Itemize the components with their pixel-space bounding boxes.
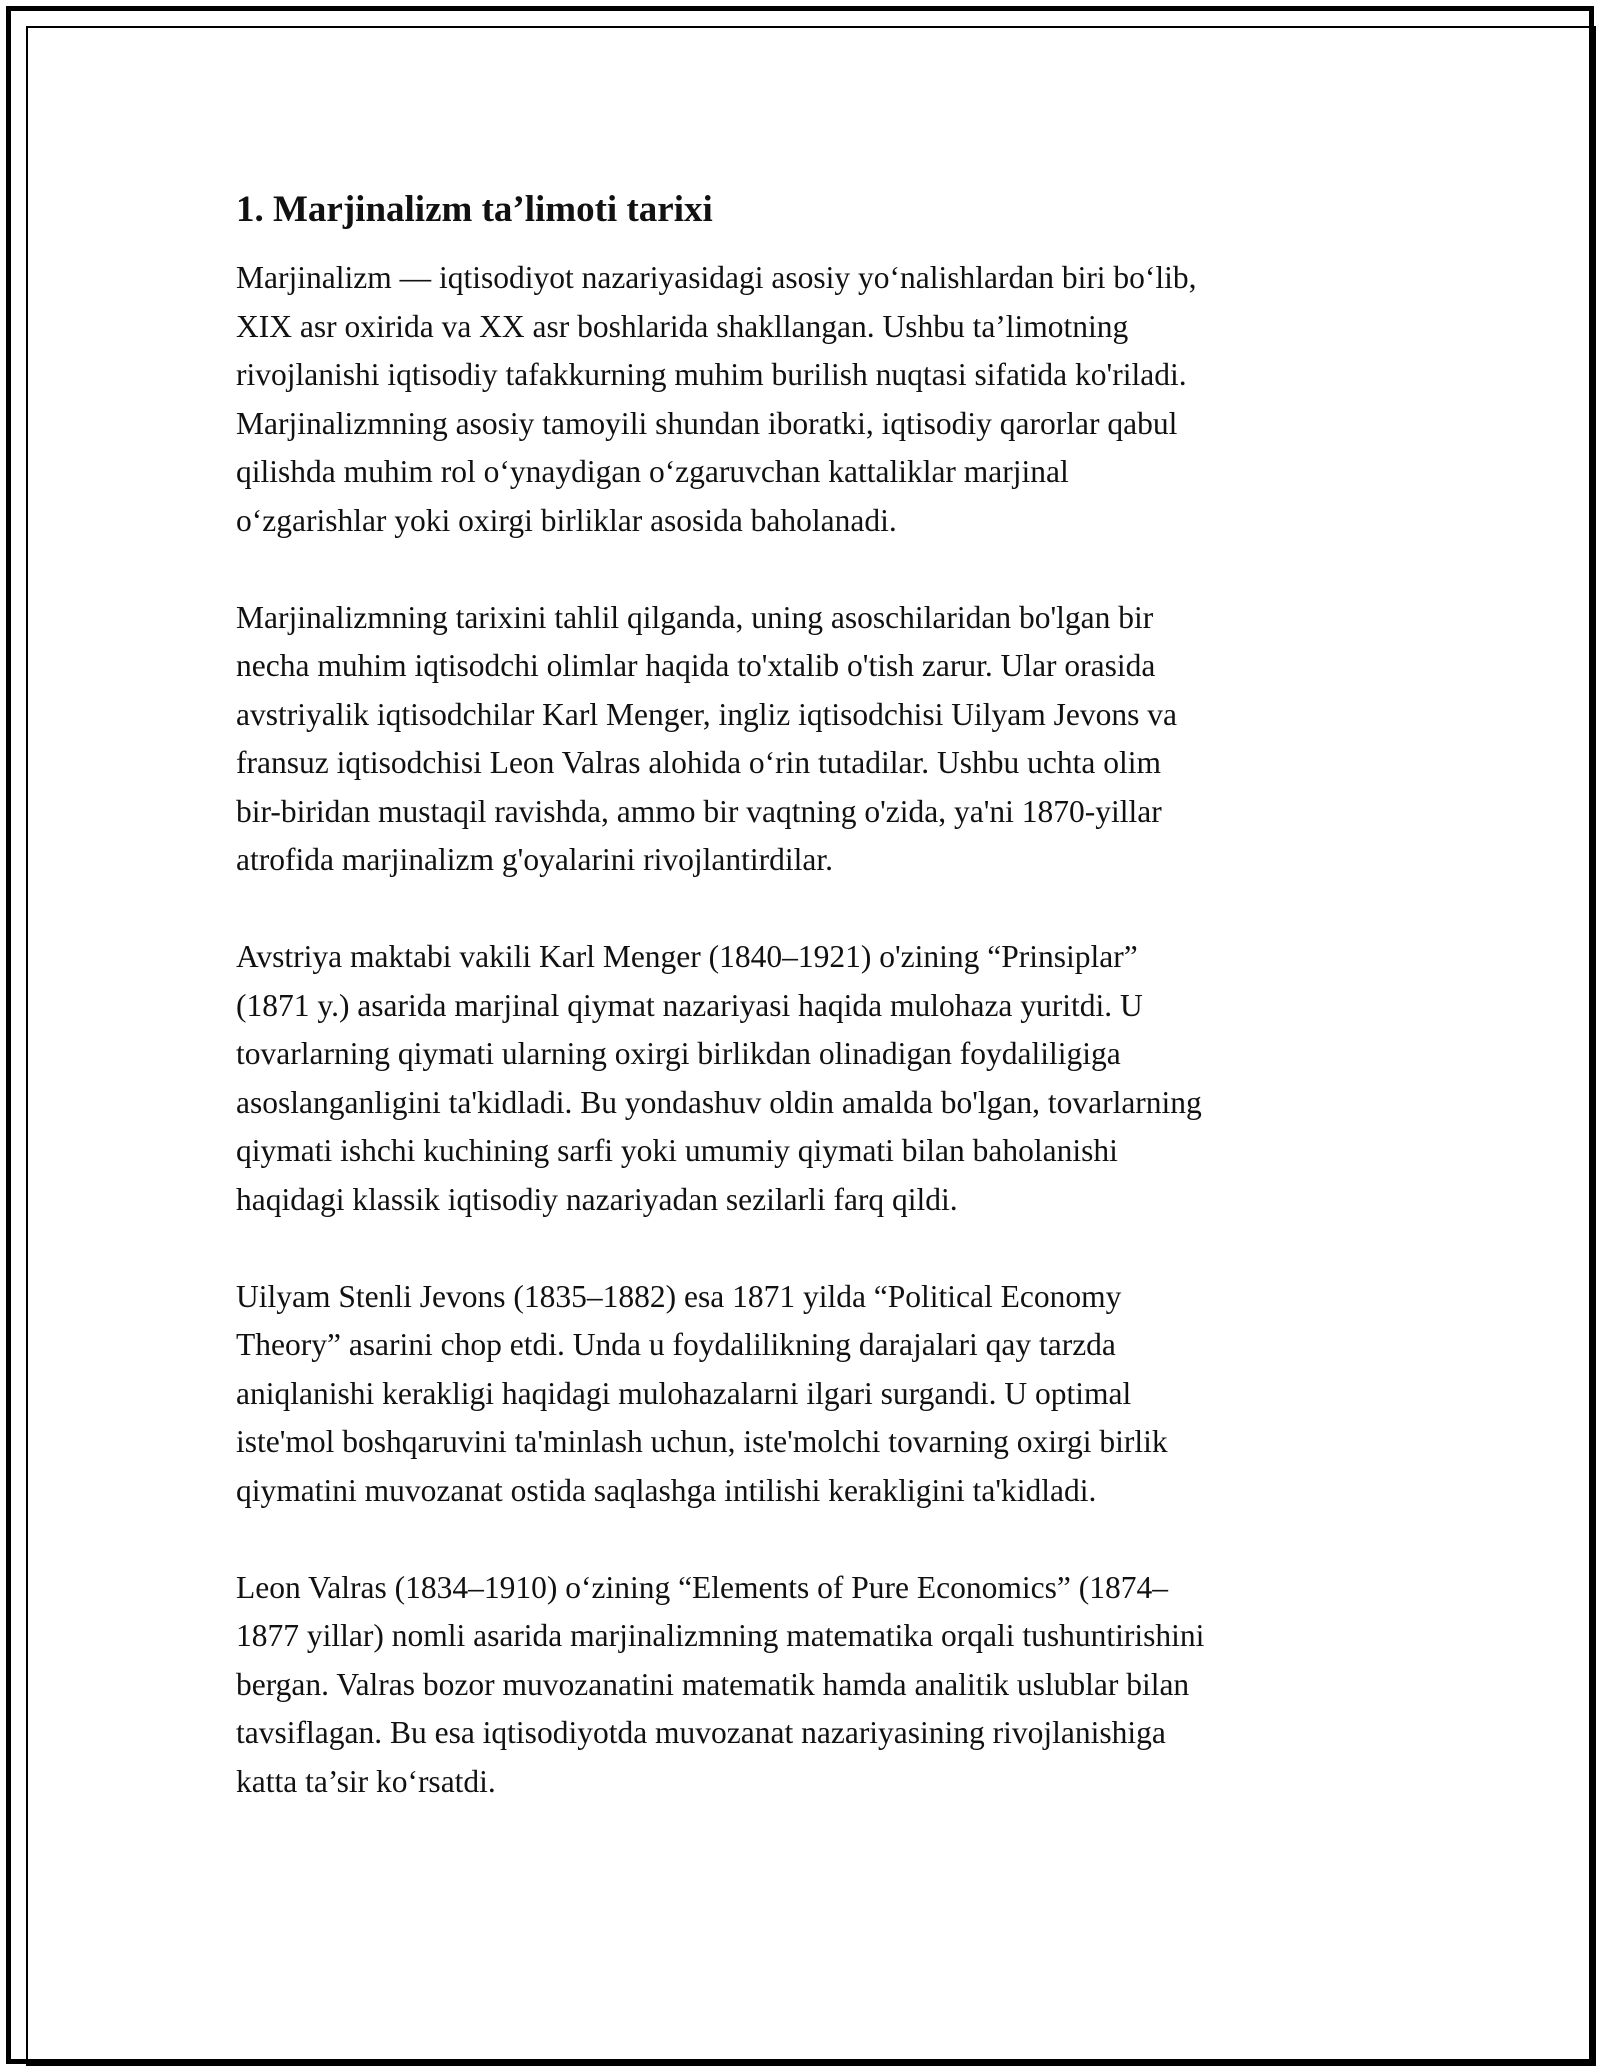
text-line: 1877 yillar) nomli asarida marjinalizmning matematika orqali tushuntirishini bbox=[236, 1618, 1205, 1654]
text-line: Leon Valras (1834–1910) o‘zining “Elements of Pure Economics” (1874– bbox=[236, 1569, 1168, 1605]
text-line: tovarlarning qiymati ularning oxirgi birlikdan olinadigan foydaliligiga bbox=[236, 1036, 1121, 1072]
text-line: iste'mol boshqaruvini ta'minlash uchun, iste'molchi tovarning oxirgi birlik bbox=[236, 1424, 1168, 1460]
text-line: fransuz iqtisodchisi Leon Valras alohida o‘rin tutadilar. Ushbu uchta olim bbox=[236, 745, 1161, 781]
paragraph-1 bbox=[236, 254, 1366, 545]
text-line: (1871 y.) asarida marjinal qiymat nazariyasi haqida mulohaza yuritdi. U bbox=[236, 987, 1143, 1023]
text-line: bir-biridan mustaqil ravishda, ammo bir vaqtning o'zida, ya'ni 1870-yillar bbox=[236, 793, 1162, 829]
document-body bbox=[236, 188, 1366, 1855]
text-line: aniqlanishi kerakligi haqidagi mulohazalarni ilgari surgandi. U optimal bbox=[236, 1375, 1132, 1411]
text-line: atrofida marjinalizm g'oyalarini rivojlantirdilar. bbox=[236, 842, 833, 878]
text-line: asoslanganligini ta'kidladi. Bu yondashuv oldin amalda bo'lgan, tovarlarning bbox=[236, 1084, 1202, 1120]
text-line: Marjinalizmning tarixini tahlil qilganda, uning asoschilaridan bo'lgan bir bbox=[236, 599, 1154, 635]
paragraph-5 bbox=[236, 1564, 1366, 1807]
text-line: o‘zgarishlar yoki oxirgi birliklar asosida baholanadi. bbox=[236, 502, 897, 538]
text-line: necha muhim iqtisodchi olimlar haqida to'xtalib o'tish zarur. Ular orasida bbox=[236, 648, 1156, 684]
text-line: Marjinalizm — iqtisodiyot nazariyasidagi asosiy yo‘nalishlardan biri bo‘lib, bbox=[236, 260, 1197, 296]
paragraph-4 bbox=[236, 1273, 1366, 1516]
text-line: tavsiflagan. Bu esa iqtisodiyotda muvozanat nazariyasining rivojlanishiga bbox=[236, 1715, 1166, 1751]
text-line: avstriyalik iqtisodchilar Karl Menger, ingliz iqtisodchisi Uilyam Jevons va bbox=[236, 696, 1177, 732]
text-line: Marjinalizmning asosiy tamoyili shundan iboratki, iqtisodiy qarorlar qabul bbox=[236, 405, 1178, 441]
text-line: qilishda muhim rol o‘ynaydigan o‘zgaruvchan kattaliklar marjinal bbox=[236, 454, 1069, 490]
paragraph-2 bbox=[236, 594, 1366, 885]
text-line: Theory” asarini chop etdi. Unda u foydalilikning darajalari qay tarzda bbox=[236, 1327, 1116, 1363]
text-line: rivojlanishi iqtisodiy tafakkurning muhim burilish nuqtasi sifatida ko'riladi. bbox=[236, 357, 1187, 393]
text-line: Avstriya maktabi vakili Karl Menger (1840–1921) o'zining “Prinsiplar” bbox=[236, 939, 1138, 975]
text-line: katta ta’sir ko‘rsatdi. bbox=[236, 1763, 496, 1799]
text-line: Uilyam Stenli Jevons (1835–1882) esa 1871 yilda “Political Economy bbox=[236, 1278, 1122, 1314]
text-line: qiymati ishchi kuchining sarfi yoki umumiy qiymati bilan baholanishi bbox=[236, 1133, 1118, 1169]
text-line: bergan. Valras bozor muvozanatini matematik hamda analitik uslublar bilan bbox=[236, 1666, 1190, 1702]
paragraph-3 bbox=[236, 933, 1366, 1224]
text-line: haqidagi klassik iqtisodiy nazariyadan sezilarli farq qildi. bbox=[236, 1181, 958, 1217]
text-line: XIX asr oxirida va XX asr boshlarida shakllangan. Ushbu ta’limotning bbox=[236, 308, 1129, 344]
text-line: qiymatini muvozanat ostida saqlashga intilishi kerakligini ta'kidladi. bbox=[236, 1472, 1097, 1508]
section-title: 1. Marjinalizm ta’limoti tarixi bbox=[236, 189, 713, 230]
